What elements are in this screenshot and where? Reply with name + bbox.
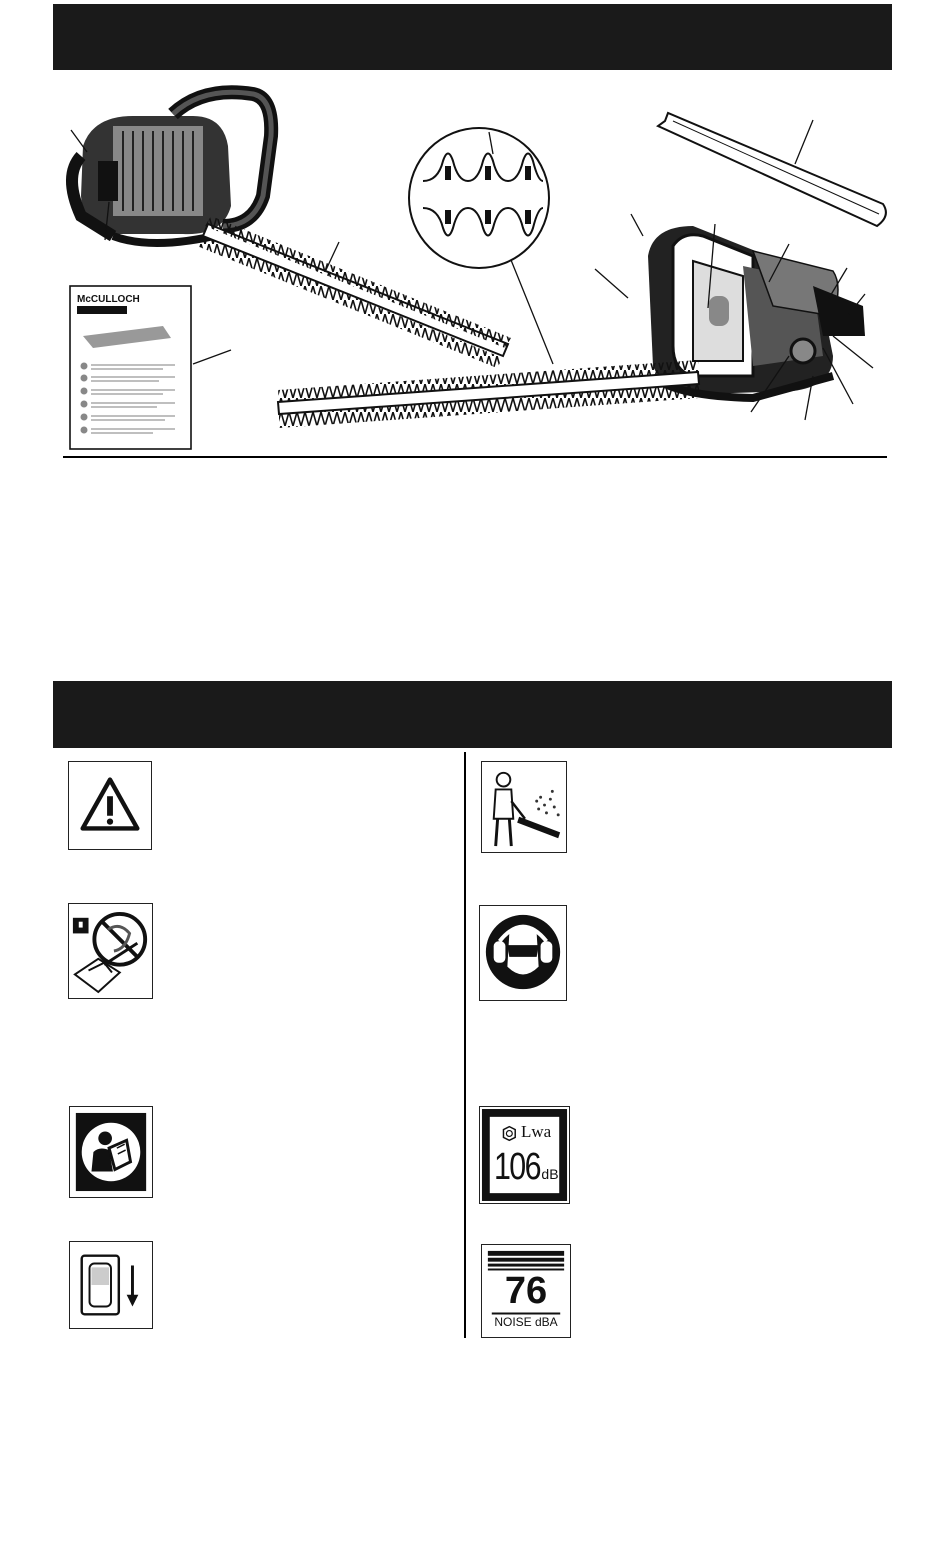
sound-power-value [494, 1146, 559, 1189]
blade-scabbard [658, 113, 886, 226]
section-header-bar-bottom [53, 681, 892, 748]
operator-trimming-icon [481, 761, 567, 853]
sound-power-unit: dB [541, 1166, 559, 1182]
stop-switch-icon [69, 1241, 153, 1329]
warning-triangle-icon [68, 761, 152, 850]
parts-illustration [53, 76, 893, 452]
operator-manual-cover [70, 286, 191, 449]
eye-ear-protection-icon [479, 905, 567, 1001]
section-header-bar-top [53, 4, 892, 70]
read-manual-icon [69, 1106, 153, 1198]
figure-divider [63, 456, 887, 458]
no-hands-near-blade-icon [68, 903, 153, 999]
trimmer-engine-left [72, 92, 271, 243]
manual-brand-logo: McCULLOCH [77, 294, 140, 305]
noise-level-value: 76 [504, 1270, 548, 1312]
noise-level-caption: NOISE dBA [494, 1315, 558, 1329]
sound-power-symbol: Lwa [521, 1122, 552, 1141]
sound-power-number: 106 [494, 1146, 540, 1188]
symbols-column-divider [464, 752, 466, 1338]
blade-right [278, 360, 699, 428]
